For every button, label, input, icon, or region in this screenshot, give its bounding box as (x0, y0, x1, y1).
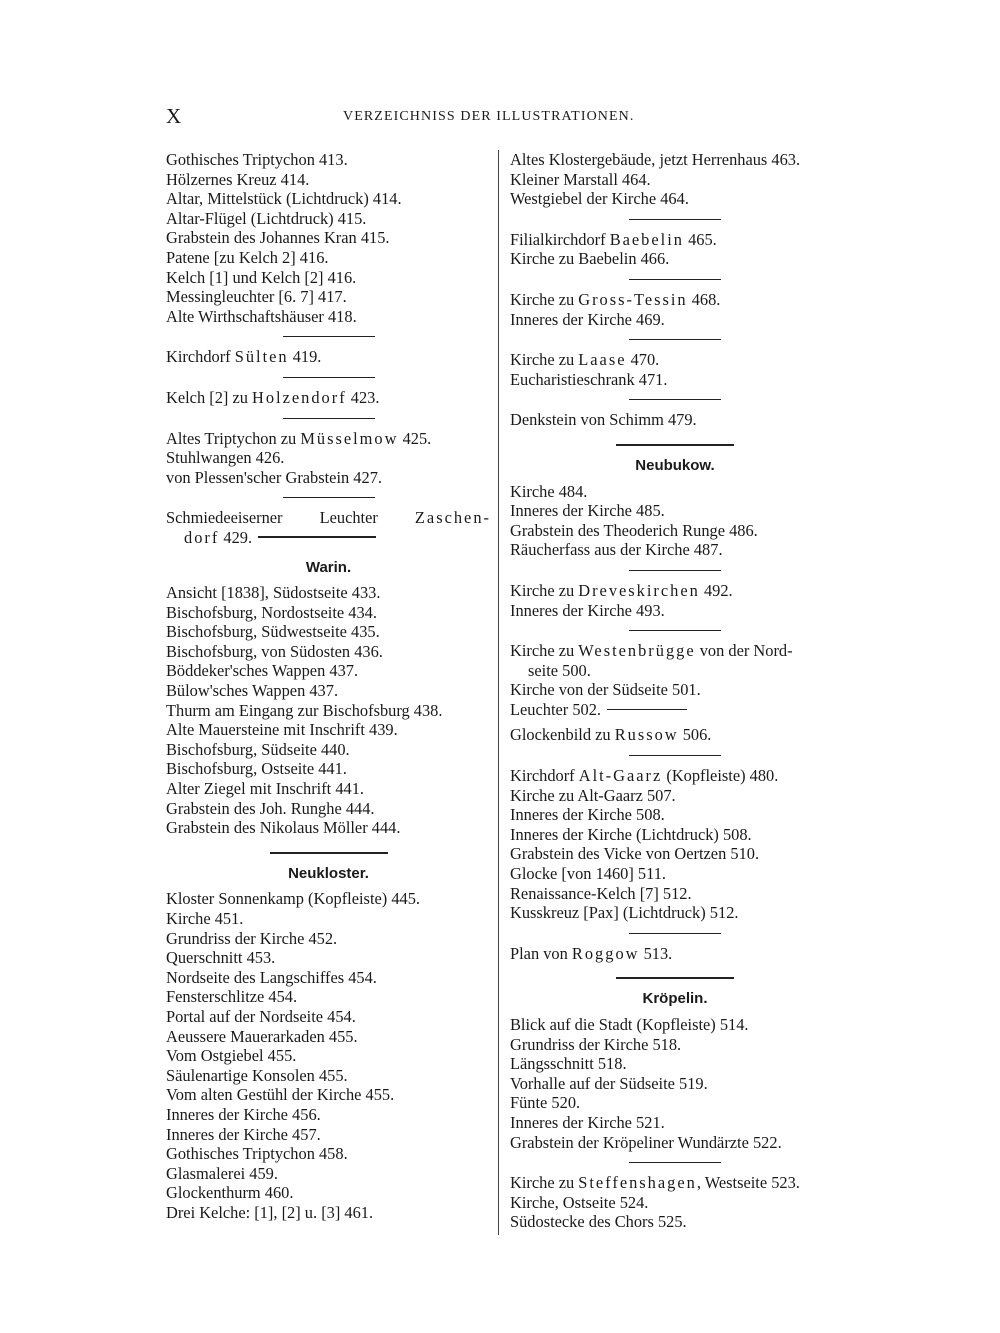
section-rule (629, 755, 721, 756)
section-rule (616, 444, 734, 446)
section-rule (270, 852, 388, 854)
entry-group (166, 583, 491, 838)
list-item: Altar-Flügel (Lichtdruck) 415. (166, 208, 367, 228)
place-name: Westenbrügge (578, 641, 696, 661)
entry-text: Glockenbild zu (510, 725, 615, 745)
section-rule (283, 336, 375, 337)
list-item: Blick auf die Stadt (Kopfleiste) 514. (510, 1015, 749, 1034)
list-item: Vom Ostgiebel 455. (166, 1046, 297, 1066)
section-rule (616, 977, 734, 979)
list-item: Patene [zu Kelch 2] 416. (166, 247, 329, 267)
entry-text: 468. (687, 289, 721, 309)
list-item: Thurm am Eingang zur Bischofsburg 438. (166, 700, 443, 720)
list-item (510, 700, 840, 720)
list-item: Alte Wirthschaftshäuser 418. (166, 306, 357, 326)
list-item: Glockenthurm 460. (166, 1183, 294, 1203)
list-item-continuation (166, 528, 491, 548)
list-item: Inneres der Kirche (Lichtdruck) 508. (510, 824, 752, 844)
entry-group (166, 150, 491, 326)
entry-text: 470. (626, 350, 660, 370)
list-item: Drei Kelche: [1], [2] u. [3] 461. (166, 1202, 374, 1222)
list-item: Fünte 520. (510, 1093, 581, 1113)
list-item-continuation: seite 500. (528, 660, 591, 680)
running-title: VERZEICHNISS DER ILLUSTRATIONEN. (343, 109, 635, 124)
list-item (510, 1173, 840, 1193)
list-item: Kirche zu Alt-Gaarz 507. (510, 785, 676, 805)
section-rule (629, 570, 721, 571)
list-item: Fensterschlitze 454. (166, 987, 298, 1007)
place-name: dorf (184, 527, 220, 547)
entry-text: 513. (639, 943, 673, 963)
entry-text: Kelch [2] zu (166, 387, 253, 407)
list-item: Bischofsburg, Südwestseite 435. (166, 622, 380, 642)
list-item: Bülow'sches Wappen 437. (166, 681, 339, 701)
section-heading-warin: Warin. (305, 558, 352, 576)
entry-text: Kirche zu (510, 350, 579, 370)
list-item: Grundriss der Kirche 518. (510, 1034, 682, 1054)
list-item (166, 429, 491, 449)
list-item: Hölzernes Kreuz 414. (166, 169, 310, 189)
place-name: Alt-Gaarz (578, 766, 663, 786)
entry-text: Kirchdorf (166, 347, 235, 367)
entry-group (166, 889, 491, 1222)
list-item: Kirche 451. (166, 909, 244, 928)
section-rule (629, 219, 721, 220)
list-item: Bischofsburg, Südseite 440. (166, 739, 350, 759)
left-column (166, 150, 491, 1223)
list-item: Renaissance-Kelch [7] 512. (510, 883, 692, 903)
entry-text: Kirche zu (510, 641, 579, 661)
place-name: Laase (578, 350, 627, 370)
list-item: Kloster Sonnenkamp (Kopfleiste) 445. (166, 889, 421, 909)
list-item (510, 766, 840, 786)
list-item: Bischofsburg, Ostseite 441. (166, 759, 347, 779)
list-item: Portal auf der Nordseite 454. (166, 1006, 356, 1026)
list-item: Grabstein des Vicke von Oertzen 510. (510, 844, 760, 864)
list-item: Alte Mauersteine mit Inschrift 439. (166, 720, 398, 740)
section-rule (629, 399, 721, 400)
page-header (0, 104, 1000, 130)
list-item: Bischofsburg, von Südosten 436. (166, 641, 383, 661)
list-item: Inneres der Kirche 457. (166, 1124, 321, 1144)
entry-text: Plan von (510, 943, 572, 963)
place-name: Russow (614, 725, 679, 745)
list-item: Messingleuchter [6. 7] 417. (166, 287, 347, 307)
section-rule (629, 1162, 721, 1163)
section-rule (629, 630, 721, 631)
list-item: Gothisches Triptychon 458. (166, 1144, 348, 1164)
list-item: Kusskreuz [Pax] (Lichtdruck) 512. (510, 903, 739, 923)
list-item: Westgiebel der Kirche 464. (510, 189, 689, 209)
list-item: Längsschnitt 518. (510, 1054, 627, 1074)
entry-text: , Westseite 523. (696, 1173, 800, 1193)
entry-text: von der Nord- (695, 641, 793, 661)
list-item: Alter Ziegel mit Inschrift 441. (166, 779, 365, 799)
right-column (510, 150, 840, 1232)
list-item: Denkstein von Schimm 479. (510, 410, 697, 430)
list-item: Grabstein des Joh. Runghe 444. (166, 798, 375, 818)
entry-text: 425. (398, 428, 432, 448)
list-item: Aeussere Mauerarkaden 455. (166, 1026, 358, 1046)
place-name: Müsselmow (300, 428, 399, 448)
list-item: Eucharistieschrank 471. (510, 369, 668, 389)
place-name: Steffenshagen (578, 1173, 697, 1193)
list-item: Böddeker'sches Wappen 437. (166, 661, 359, 681)
column-divider (498, 150, 499, 1235)
entry-text: 506. (678, 725, 712, 745)
list-item: Kirche, Ostseite 524. (510, 1192, 649, 1212)
list-item (166, 347, 491, 367)
section-heading-kroepelin: Kröpelin. (642, 990, 708, 1008)
list-item: Altar, Mittelstück (Lichtdruck) 414. (166, 189, 402, 209)
place-name: Zaschen- (414, 508, 491, 528)
entry-text: Kirche zu (510, 289, 579, 309)
list-item: Kleiner Marstall 464. (510, 169, 651, 189)
list-item: Vorhalle auf der Südseite 519. (510, 1073, 708, 1093)
list-item (510, 290, 840, 310)
list-item (166, 508, 491, 528)
list-item: Grabstein des Theoderich Runge 486. (510, 520, 758, 540)
list-item: Räucherfass aus der Kirche 487. (510, 540, 723, 560)
entry-text: Filialkirchdorf (510, 229, 610, 249)
list-item (166, 388, 491, 408)
list-item: Inneres der Kirche 508. (510, 805, 665, 825)
entry-text: Kirchdorf (510, 766, 579, 786)
list-item (510, 944, 840, 964)
list-item: Grabstein der Kröpeliner Wundärzte 522. (510, 1132, 782, 1152)
entry-text: Kirche zu (510, 580, 579, 600)
entry-text: (Kopfleiste) 480. (662, 766, 779, 786)
list-item: Ansicht [1838], Südostseite 433. (166, 583, 381, 603)
list-item: Vom alten Gestühl der Kirche 455. (166, 1085, 395, 1105)
section-rule (629, 339, 721, 340)
place-name: Gross-Tessin (578, 289, 688, 309)
section-rule (629, 933, 721, 934)
list-item: Querschnitt 453. (166, 948, 276, 968)
list-item (510, 581, 840, 601)
section-rule (258, 536, 376, 538)
place-name: Roggow (571, 943, 640, 963)
list-item: Inneres der Kirche 469. (510, 309, 665, 329)
entry-text: Leuchter 502. (510, 699, 602, 719)
list-item: Nordseite des Langschiffes 454. (166, 967, 377, 987)
list-item: Grabstein des Johannes Kran 415. (166, 228, 390, 248)
list-item: Inneres der Kirche 456. (166, 1104, 321, 1124)
section-rule (283, 418, 375, 419)
list-item: Säulenartige Konsolen 455. (166, 1065, 348, 1085)
section-heading-neubukow: Neubukow. (635, 456, 715, 474)
list-item: Kirche zu Baebelin 466. (510, 249, 670, 269)
list-item: von Plessen'scher Grabstein 427. (166, 467, 382, 487)
section-rule (629, 279, 721, 280)
section-rule (607, 709, 687, 710)
list-item: Inneres der Kirche 521. (510, 1112, 665, 1132)
list-item (510, 641, 840, 661)
list-item: Glasmalerei 459. (166, 1163, 278, 1183)
place-name: Baebelin (609, 229, 684, 249)
list-item: Inneres der Kirche 485. (510, 501, 665, 521)
list-item (510, 230, 840, 250)
entry-text: 419. (288, 347, 322, 367)
list-item (510, 350, 840, 370)
page-number: X (166, 104, 182, 128)
list-item: Glocke [von 1460] 511. (510, 864, 666, 884)
entry-text: 423. (346, 387, 380, 407)
list-item: Kirche von der Südseite 501. (510, 680, 701, 700)
entry-text: 429. (219, 527, 253, 547)
list-item: Kelch [1] und Kelch [2] 416. (166, 267, 357, 287)
list-item: Inneres der Kirche 493. (510, 600, 665, 620)
section-heading-neukloster: Neukloster. (288, 864, 369, 882)
list-item: Grundriss der Kirche 452. (166, 928, 338, 948)
list-item: Altes Klostergebäude, jetzt Herrenhaus 463. (510, 150, 801, 169)
list-item: Südostecke des Chors 525. (510, 1212, 687, 1232)
place-name: Dreveskirchen (578, 580, 700, 600)
list-item: Grabstein des Nikolaus Möller 444. (166, 818, 401, 838)
list-item (510, 725, 840, 745)
entry-text: Kirche zu (510, 1173, 579, 1193)
entry-text: Schmiedeeiserner Leuchter (166, 508, 378, 528)
entry-text: 492. (699, 580, 733, 600)
list-item: Gothisches Triptychon 413. (166, 150, 348, 169)
list-item: Bischofsburg, Nordostseite 434. (166, 602, 377, 622)
place-name: Holzendorf (252, 387, 347, 407)
list-item: Kirche 484. (510, 481, 588, 501)
list-item: Stuhlwangen 426. (166, 448, 285, 468)
section-rule (283, 497, 375, 498)
entry-text: 465. (683, 229, 717, 249)
place-name: Sülten (234, 347, 289, 367)
entry-text: Altes Triptychon zu (166, 428, 301, 448)
section-rule (283, 377, 375, 378)
